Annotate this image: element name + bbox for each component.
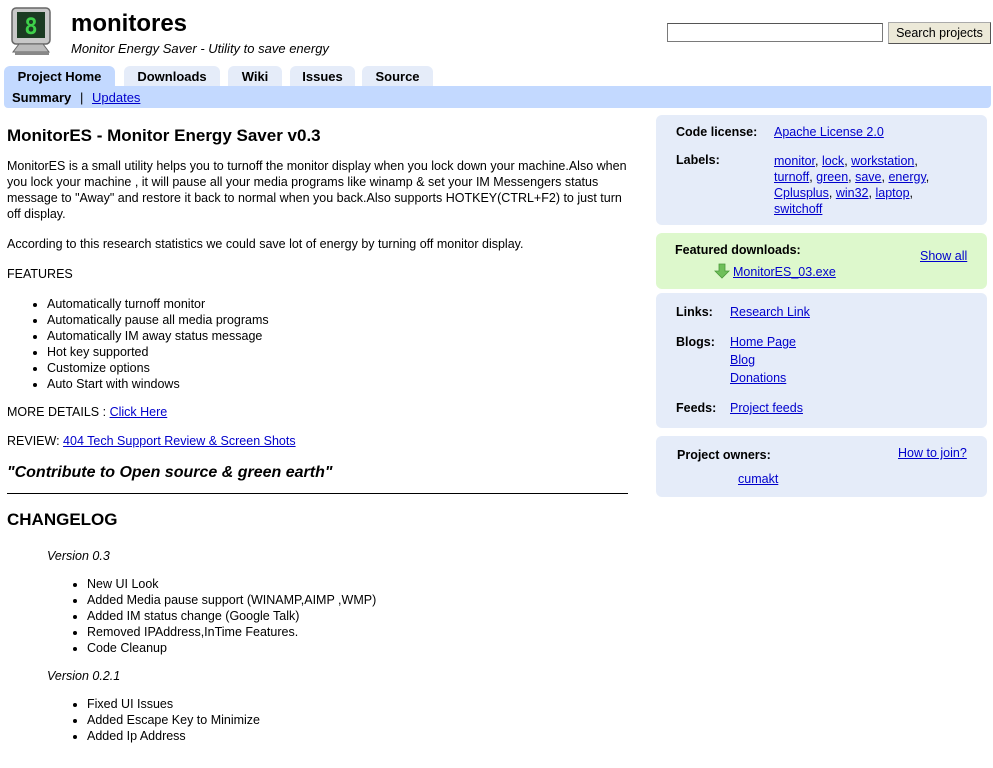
- links-label: Links:: [676, 305, 713, 319]
- label-link[interactable]: lock: [821, 154, 845, 168]
- featured-downloads-box: [656, 233, 987, 289]
- label-link[interactable]: monitor: [774, 154, 815, 168]
- list-item: • Automatically pause all media programs: [47, 312, 632, 328]
- more-details-separator: :: [99, 405, 110, 419]
- changelog-heading: CHANGELOG: [7, 510, 118, 529]
- subnav-summary: Summary: [12, 90, 72, 105]
- list-item: • Automatically IM away status message: [47, 328, 632, 344]
- subnav-updates-link[interactable]: Updates: [92, 90, 141, 105]
- research-paragraph: According to this research statistics we could save lot of energy by turning off monitor display.: [7, 237, 524, 251]
- label-link[interactable]: save: [855, 170, 882, 184]
- labels-list: monitor, lock, workstation, turnoff, green, save, energy, Cplusplus, win32, laptop, switchoff: [774, 154, 930, 216]
- svg-text:8: 8: [24, 15, 38, 40]
- version-heading: Version 0.3: [47, 549, 110, 563]
- list-item: • Removed IPAddress,InTime Features.: [87, 624, 632, 640]
- features-list: [7, 296, 632, 392]
- featured-downloads-title: Featured downloads:: [675, 243, 801, 257]
- label-link[interactable]: energy: [888, 170, 926, 184]
- project-description: [7, 128, 632, 756]
- research-link[interactable]: Research Link: [730, 305, 810, 319]
- monitor-logo-icon: [9, 6, 57, 58]
- features-heading: FEATURES: [7, 267, 73, 281]
- blogs-label: Blogs:: [676, 335, 715, 349]
- changelog-list: [7, 696, 632, 744]
- more-details-label: MORE DETAILS: [7, 405, 100, 419]
- page-title: MonitorES - Monitor Energy Saver v0.3: [7, 126, 321, 145]
- list-item: • Fixed UI Issues: [87, 696, 632, 712]
- review-separator: :: [56, 434, 64, 448]
- list-item: • Added IM status change (Google Talk): [87, 608, 632, 624]
- label-link[interactable]: win32: [835, 186, 869, 200]
- labels-label: Labels:: [676, 153, 720, 167]
- blog-link[interactable]: Blog: [730, 353, 756, 367]
- review: [7, 433, 632, 449]
- quote: "Contribute to Open source & green earth": [7, 464, 333, 481]
- list-item: • Customize options: [47, 360, 632, 376]
- how-to-join-link[interactable]: How to join?: [898, 446, 967, 460]
- review-link[interactable]: 404 Tech Support Review & Screen Shots: [63, 434, 296, 448]
- more-details: [7, 404, 632, 420]
- download-file-link[interactable]: MonitorES_03.exe: [733, 265, 836, 279]
- label-link[interactable]: laptop: [875, 186, 910, 200]
- tab-project-home[interactable]: Project Home: [4, 66, 115, 87]
- list-item: • Hot key supported: [47, 344, 632, 360]
- list-item: • Code Cleanup: [87, 640, 632, 656]
- click-here-link[interactable]: Click Here: [109, 405, 168, 419]
- license-labels-box: [656, 115, 987, 225]
- home-page-link[interactable]: Home Page: [730, 335, 797, 349]
- intro-paragraph: MonitorES is a small utility helps you to turnoff the monitor display when you lock down your machine.Also when you lock your machine , it will pause all your media programs like winamp & set your IM Messengers status message to "Away" and restore it back to normal when you back.Also supports HOTKEY(CTRL+F2) to just turn off display.: [7, 159, 627, 221]
- search-projects-button[interactable]: Search projects: [888, 22, 991, 44]
- list-item: • Auto Start with windows: [47, 376, 632, 392]
- project-feeds-link[interactable]: Project feeds: [730, 401, 803, 415]
- review-label: REVIEW: [7, 434, 57, 448]
- label-link[interactable]: Cplusplus: [774, 186, 829, 200]
- search-input[interactable]: [667, 23, 883, 42]
- list-item: • Automatically turnoff monitor: [47, 296, 632, 312]
- list-item: • Added Ip Address: [87, 728, 632, 744]
- label-link[interactable]: workstation: [851, 154, 915, 168]
- license-label: Code license:: [676, 125, 758, 139]
- owner-link[interactable]: cumakt: [738, 472, 779, 486]
- license-link[interactable]: Apache License 2.0: [774, 125, 884, 139]
- divider: [7, 493, 628, 494]
- changelog-list: [7, 576, 632, 656]
- tab-wiki[interactable]: Wiki: [228, 66, 282, 87]
- tab-issues[interactable]: Issues: [290, 66, 355, 87]
- subnav-bar: [4, 86, 991, 108]
- list-item: • Added Media pause support (WINAMP,AIMP ,WMP): [87, 592, 632, 608]
- show-all-link[interactable]: Show all: [920, 249, 968, 263]
- project-name[interactable]: monitores: [71, 10, 188, 37]
- project-summary: Monitor Energy Saver - Utility to save energy: [71, 41, 329, 56]
- green-down-arrow-icon: [714, 263, 730, 279]
- tab-source[interactable]: Source: [362, 66, 433, 87]
- project-owners-title: Project owners:: [677, 448, 771, 462]
- tab-downloads[interactable]: Downloads: [124, 66, 220, 87]
- list-item: • New UI Look: [87, 576, 632, 592]
- project-owners-box: [656, 436, 987, 497]
- label-link[interactable]: switchoff: [774, 202, 823, 216]
- feeds-label: Feeds:: [676, 401, 717, 415]
- version-heading: Version 0.2.1: [47, 669, 121, 683]
- links-box: [656, 293, 987, 428]
- donations-link[interactable]: Donations: [730, 371, 787, 385]
- label-link[interactable]: green: [816, 170, 849, 184]
- list-item: • Added Escape Key to Minimize: [87, 712, 632, 728]
- subnav-separator: |: [80, 90, 84, 105]
- label-link[interactable]: turnoff: [774, 170, 810, 184]
